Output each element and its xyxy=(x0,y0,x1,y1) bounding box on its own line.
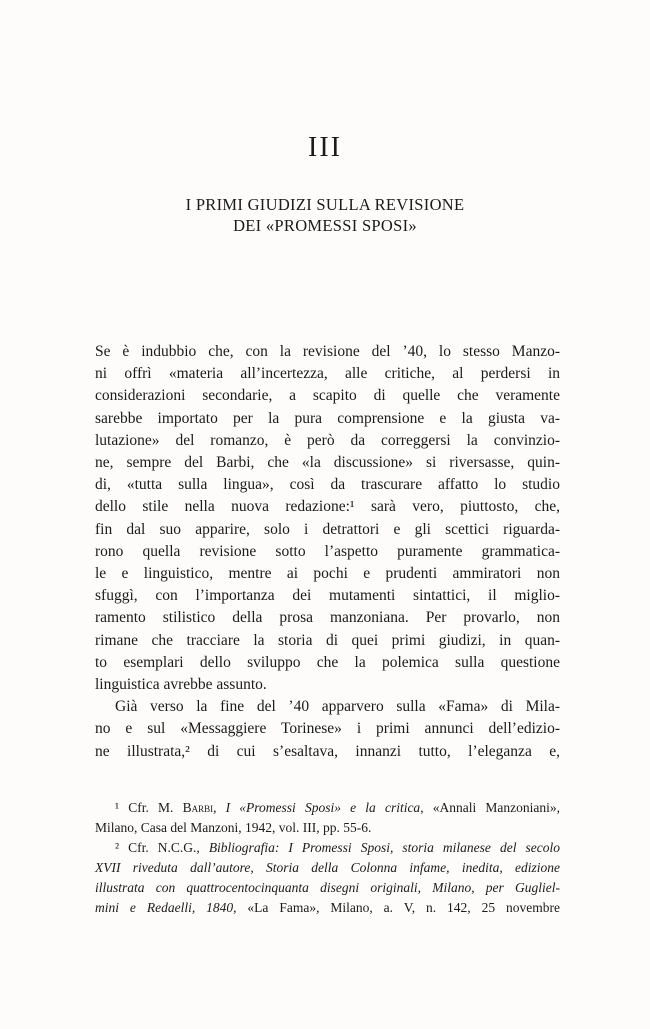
text-line: linguistica avrebbe assunto. xyxy=(95,676,267,694)
text-line: sfuggì, con l’importanza dei mutamenti sintattici, il miglio- xyxy=(95,587,560,605)
text-line: lutazione» del romanzo, è però da correggersi la convinzio- xyxy=(95,431,560,449)
text-line: rimane che tracciare la storia di quei primi giudizi, in quan- xyxy=(95,631,560,649)
text-line: ne, sempre del Barbi, che «la discussione» si riversasse, quin- xyxy=(95,454,560,472)
text-line: di, «tutta sulla lingua», così da trascurare affatto lo studio xyxy=(95,476,560,494)
text-line: ni offrì «materia all’incertezza, alle critiche, al perdersi in xyxy=(95,365,560,383)
text-line: le e linguistico, mentre ai pochi e prudenti ammiratori non xyxy=(95,565,560,583)
text-line: rono quella revisione sotto l’aspetto puramente grammatica- xyxy=(95,542,560,560)
text-line: considerazioni secondarie, a scapito di quelle che veramente xyxy=(95,387,560,405)
text-line: ne illustrata,² di cui s’esaltava, innanzi tutto, l’eleganza e, xyxy=(95,742,560,760)
text-line: no e sul «Messaggiere Torinese» i primi annunci dell’edizio- xyxy=(95,720,560,738)
footnotes xyxy=(95,798,560,918)
chapter-number: III xyxy=(308,132,342,163)
text-line: ¹ Cfr. M. Barbi, I «Promessi Sposi» e la critica, «Annali Manzoniani», xyxy=(115,800,560,815)
chapter-title xyxy=(0,194,650,236)
text-line: mini e Redaelli, 1840, «La Fama», Milano, a. V, n. 142, 25 novembre xyxy=(95,900,561,915)
chapter-title-line1: I PRIMI GIUDIZI SULLA REVISIONE xyxy=(185,195,465,214)
text-line: ² Cfr. N.C.G., Bibliografia: I Promessi Sposi, storia milanese del secolo xyxy=(115,840,560,855)
text-line: Milano, Casa del Manzoni, 1942, vol. III, pp. 55-6. xyxy=(95,820,372,835)
text-line: XVII riveduta dall’autore, Storia della Colonna infame, inedita, edizione xyxy=(95,860,560,875)
body-text xyxy=(95,341,560,763)
text-line: to esemplari dello sviluppo che la polemica sulla questione xyxy=(95,653,560,671)
chapter-title-line2: DEI «PROMESSI SPOSI» xyxy=(233,216,417,235)
text-line: Se è indubbio che, con la revisione del ’40, lo stesso Manzo- xyxy=(95,343,560,360)
text-line: ramento stilistico della prosa manzoniana. Per provarlo, non xyxy=(95,609,560,627)
text-line: Già verso la fine del ’40 apparvero sulla «Fama» di Mila- xyxy=(115,698,560,716)
text-line: dello stile nella nuova redazione:¹ sarà vero, piuttosto, che, xyxy=(95,498,560,516)
text-line: fin dal suo apparire, solo i detrattori e gli scettici riguarda- xyxy=(95,520,560,538)
text-line: sarebbe importato per la pura comprensione e la giusta va- xyxy=(95,409,560,427)
text-line: illustrata con quattrocentocinquanta disegni originali, Milano, per Gugliel- xyxy=(95,880,560,895)
